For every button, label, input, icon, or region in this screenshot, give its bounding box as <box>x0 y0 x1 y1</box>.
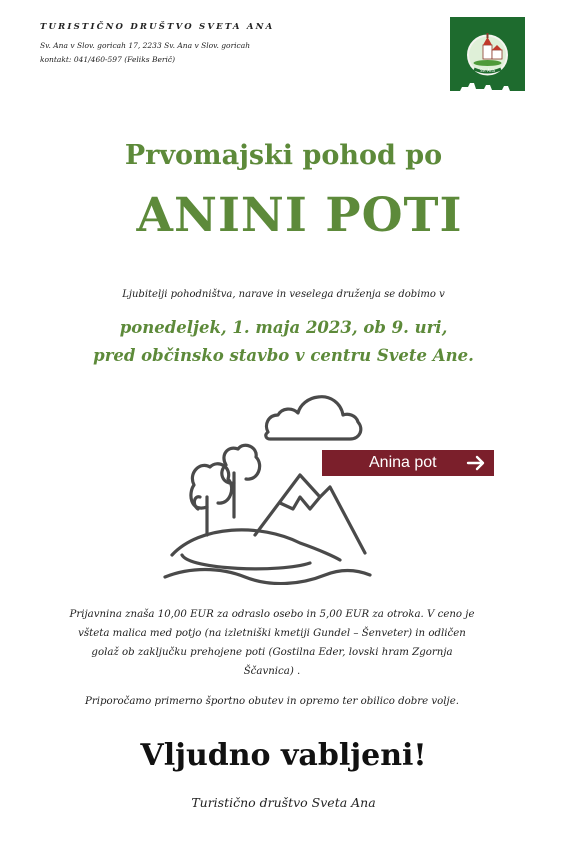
hill-icon <box>165 530 370 584</box>
event-date: ponedeljek, 1. maja 2023, ob 9. uri, <box>119 318 448 337</box>
fee-info-line1: Prijavnina znaša 10,00 EUR za odraslo osebo in 5,00 EUR za otroka. V ceno je <box>69 609 475 620</box>
arrow-right-icon <box>466 455 486 471</box>
nature-illustration <box>160 385 380 585</box>
mountain-icon <box>255 475 365 553</box>
fee-info-line2: všteta malica med potjo (na izletniški kmetiji Gundel – Šenveter) in odličen <box>78 628 466 639</box>
anina-pot-button[interactable] <box>322 450 494 476</box>
fee-info-line4: Ščavnica) . <box>243 666 301 677</box>
intro-text: Ljubitelji pohodništva, narave in veselega druženja se dobimo v <box>122 289 445 300</box>
fee-info-line3: golaž ob zaključku prehojene poti (Gostilna Eder, lovski hram Zgornja <box>91 647 453 658</box>
recommendation-text: Priporočamo primerno športno obutev in opremo ter obilico dobre volje. <box>85 696 459 707</box>
society-logo <box>450 17 525 102</box>
event-title-line1: Prvomajski pohod po <box>124 140 443 171</box>
welcome-heading: Vljudno vabljeni! <box>140 738 427 773</box>
cloud-icon <box>266 397 361 439</box>
organization-name: TURISTIČNO DRUŠTVO SVETA ANA <box>40 22 275 32</box>
event-place: pred občinsko stavbo v centru Svete Ane. <box>93 346 474 365</box>
signature: Turistično društvo Sveta Ana <box>191 795 376 810</box>
organization-contact: kontakt: 041/460-597 (Feliks Berič) <box>40 55 176 64</box>
anina-pot-label: Anina pot <box>369 454 437 471</box>
event-title-line2: ANINI POTI <box>136 188 463 243</box>
logo-text: Sv. Ana <box>480 68 495 73</box>
organization-address: Sv. Ana v Slov. goricah 17, 2233 Sv. Ana v Slov. goricah <box>40 41 251 50</box>
trees-icon <box>191 445 260 535</box>
